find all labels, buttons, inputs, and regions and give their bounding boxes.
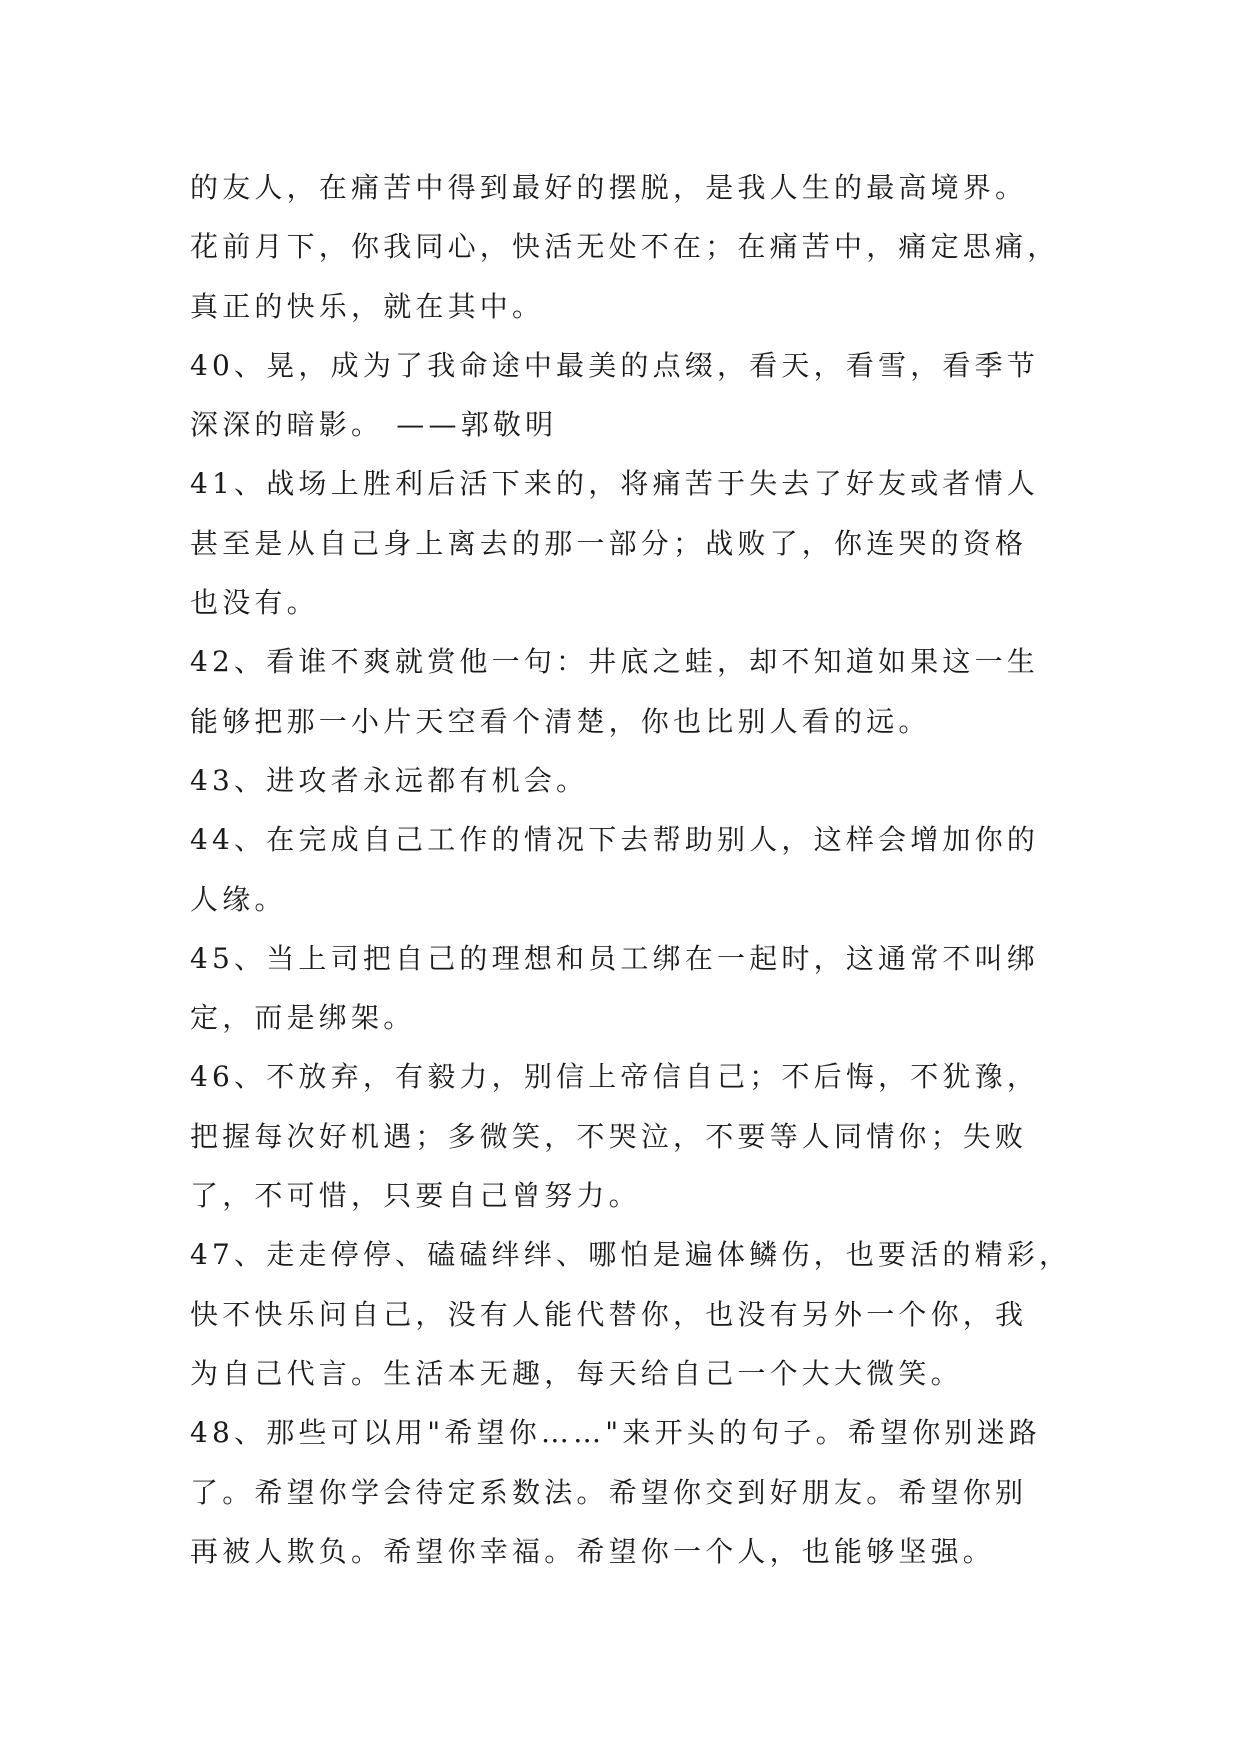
text-line: 花前月下，你我同心，快活无处不在；在痛苦中，痛定思痛， xyxy=(190,230,1060,264)
text-line: 了，不可惜，只要自己曾努力。 xyxy=(190,1179,641,1213)
body-text xyxy=(190,158,1090,1581)
text-line: 40、晃，成为了我命途中最美的点缀，看天，看雪，看季节 xyxy=(190,348,1040,382)
text-line: 深深的暗影。 ——郭敬明 xyxy=(190,408,558,442)
text-line: 44、在完成自己工作的情况下去帮助别人，这样会增加你的 xyxy=(190,823,1040,857)
text-line: 48、那些可以用"希望你……"来开头的句子。希望你别迷路 xyxy=(190,1416,1041,1450)
text-line: 43、进攻者永远都有机会。 xyxy=(190,763,589,797)
text-line: 也没有。 xyxy=(190,586,319,620)
text-line: 了。希望你学会待定系数法。希望你交到好朋友。希望你别 xyxy=(190,1475,1028,1509)
text-line: 把握每次好机遇；多微笑，不哭泣，不要等人同情你；失败 xyxy=(190,1119,1028,1153)
text-line: 定，而是绑架。 xyxy=(190,1001,416,1035)
text-line: 41、战场上胜利后活下来的，将痛苦于失去了好友或者情人 xyxy=(190,467,1040,501)
text-line: 47、走走停停、磕磕绊绊、哪怕是遍体鳞伤，也要活的精彩， xyxy=(190,1238,1072,1272)
text-line: 快不快乐问自己，没有人能代替你，也没有另外一个你，我 xyxy=(190,1297,1028,1331)
text-line: 的友人，在痛苦中得到最好的摆脱，是我人生的最高境界。 xyxy=(190,171,1028,204)
text-line: 甚至是从自己身上离去的那一部分；战败了，你连哭的资格 xyxy=(190,526,1028,560)
text-line: 再被人欺负。希望你幸福。希望你一个人，也能够坚强。 xyxy=(190,1534,996,1568)
text-line: 人缘。 xyxy=(190,882,287,916)
text-line: 能够把那一小片天空看个清楚，你也比别人看的远。 xyxy=(190,704,931,738)
text-line: 45、当上司把自己的理想和员工绑在一起时，这通常不叫绑 xyxy=(190,941,1040,975)
text-line: 46、不放弃，有毅力，别信上帝信自己；不后悔，不犹豫， xyxy=(190,1060,1040,1094)
text-line: 为自己代言。生活本无趣，每天给自己一个大大微笑。 xyxy=(190,1356,963,1390)
text-line: 真正的快乐，就在其中。 xyxy=(190,289,545,323)
text-line: 42、看谁不爽就赏他一句：井底之蛙，却不知道如果这一生 xyxy=(190,645,1040,679)
